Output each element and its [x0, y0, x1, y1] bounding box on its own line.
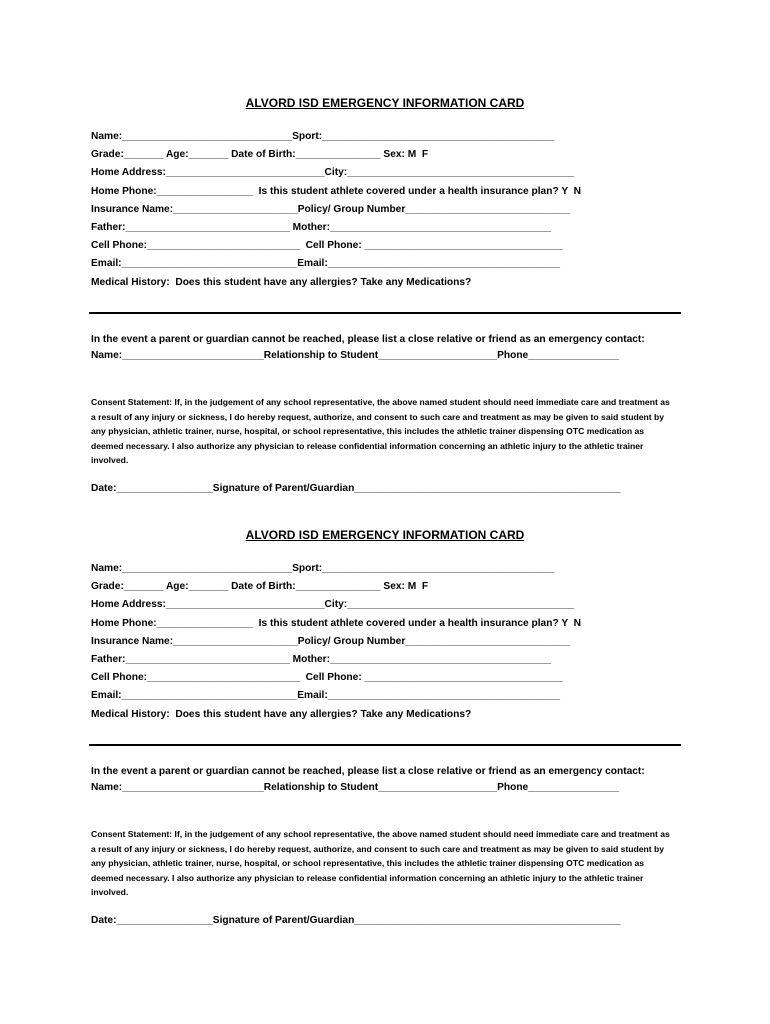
signature-date-line[interactable]: Date:_________________Signature of Parent/Guardian_______________________________________________ — [91, 483, 621, 494]
name-sport-line[interactable]: Name:______________________________Sport:_________________________________________ — [91, 131, 555, 142]
name-sport-line[interactable]: Name:______________________________Sport:_________________________________________ — [91, 563, 555, 574]
home-address-city-line[interactable]: Home Address:____________________________City:________________________________________ — [91, 167, 574, 179]
emergency-contact-section — [91, 332, 681, 364]
signature-date-line[interactable]: Date:_________________Signature of Parent/Guardian_______________________________________________ — [91, 915, 621, 926]
email-line[interactable]: Email:_______________________________Email:_________________________________________ — [91, 690, 561, 702]
father-mother-line[interactable]: Father:_____________________________ Mother:_______________________________________ — [91, 221, 551, 233]
insurance-policy-line[interactable]: Insurance Name:______________________Policy/ Group Number_____________________________ — [91, 635, 570, 647]
section-divider — [89, 312, 681, 314]
father-mother-line[interactable]: Father:_____________________________ Mother:_______________________________________ — [91, 653, 551, 665]
emergency-contact-fields[interactable]: Name:_________________________Relationship to Student_____________________Phone________________ — [91, 782, 619, 793]
emergency-card-1 — [0, 96, 770, 494]
home-address-city-line[interactable]: Home Address:____________________________City:________________________________________ — [91, 599, 574, 611]
email-line[interactable]: Email:_______________________________Email:_________________________________________ — [91, 258, 561, 270]
emergency-contact-prompt: In the event a parent or guardian cannot be reached, please list a close relative or friend as an emergency contact: — [91, 766, 645, 777]
emergency-card-2 — [0, 528, 770, 926]
insurance-policy-line[interactable]: Insurance Name:______________________Policy/ Group Number_____________________________ — [91, 203, 570, 215]
consent-statement: Consent Statement: If, in the judgement of any school representative, the above named student should need immediate care and treatment as a result of any injury or sickness, I do hereby request, authorize, and consent to such care and treatment as may be given to said student by any physician, athletic trainer, nurse, hospital, or school representative, this includes the athletic trainer dispensing OTC medication as deemed necessary. I also authorize any physician to release confidential information concerning an athletic injury to the athletic trainer involved. — [91, 397, 670, 466]
card-title: ALVORD ISD EMERGENCY INFORMATION CARD — [245, 96, 525, 110]
emergency-contact-fields[interactable]: Name:_________________________Relationship to Student_____________________Phone________________ — [91, 350, 619, 361]
consent-statement: Consent Statement: If, in the judgement of any school representative, the above named student should need immediate care and treatment as a result of any injury or sickness, I do hereby request, authorize, and consent to such care and treatment as may be given to said student by any physician, athletic trainer, nurse, hospital, or school representative, this includes the athletic trainer dispensing OTC medication as deemed necessary. I also authorize any physician to release confidential information concerning an athletic injury to the athletic trainer involved. — [91, 829, 670, 898]
student-info-fields — [91, 560, 691, 724]
card-title: ALVORD ISD EMERGENCY INFORMATION CARD — [245, 528, 525, 542]
home-phone-insurance-line[interactable]: Home Phone:_________________ Is this student athlete covered under a health insurance plan? Y N — [91, 185, 581, 197]
emergency-contact-section — [91, 764, 681, 796]
section-divider — [89, 744, 681, 746]
medical-history-line[interactable]: Medical History: Does this student have any allergies? Take any Medications? — [91, 708, 472, 720]
student-info-fields — [91, 128, 691, 292]
grade-age-dob-sex-line[interactable]: Grade:_______ Age:_______ Date of Birth:_______________ Sex: M F — [91, 581, 429, 593]
grade-age-dob-sex-line[interactable]: Grade:_______ Age:_______ Date of Birth:_______________ Sex: M F — [91, 149, 429, 161]
medical-history-line[interactable]: Medical History: Does this student have any allergies? Take any Medications? — [91, 276, 472, 288]
cell-phone-line[interactable]: Cell Phone:___________________________ Cell Phone: ___________________________________ — [91, 240, 563, 252]
emergency-contact-prompt: In the event a parent or guardian cannot be reached, please list a close relative or friend as an emergency contact: — [91, 334, 645, 345]
home-phone-insurance-line[interactable]: Home Phone:_________________ Is this student athlete covered under a health insurance plan? Y N — [91, 617, 581, 629]
cell-phone-line[interactable]: Cell Phone:___________________________ Cell Phone: ___________________________________ — [91, 672, 563, 684]
